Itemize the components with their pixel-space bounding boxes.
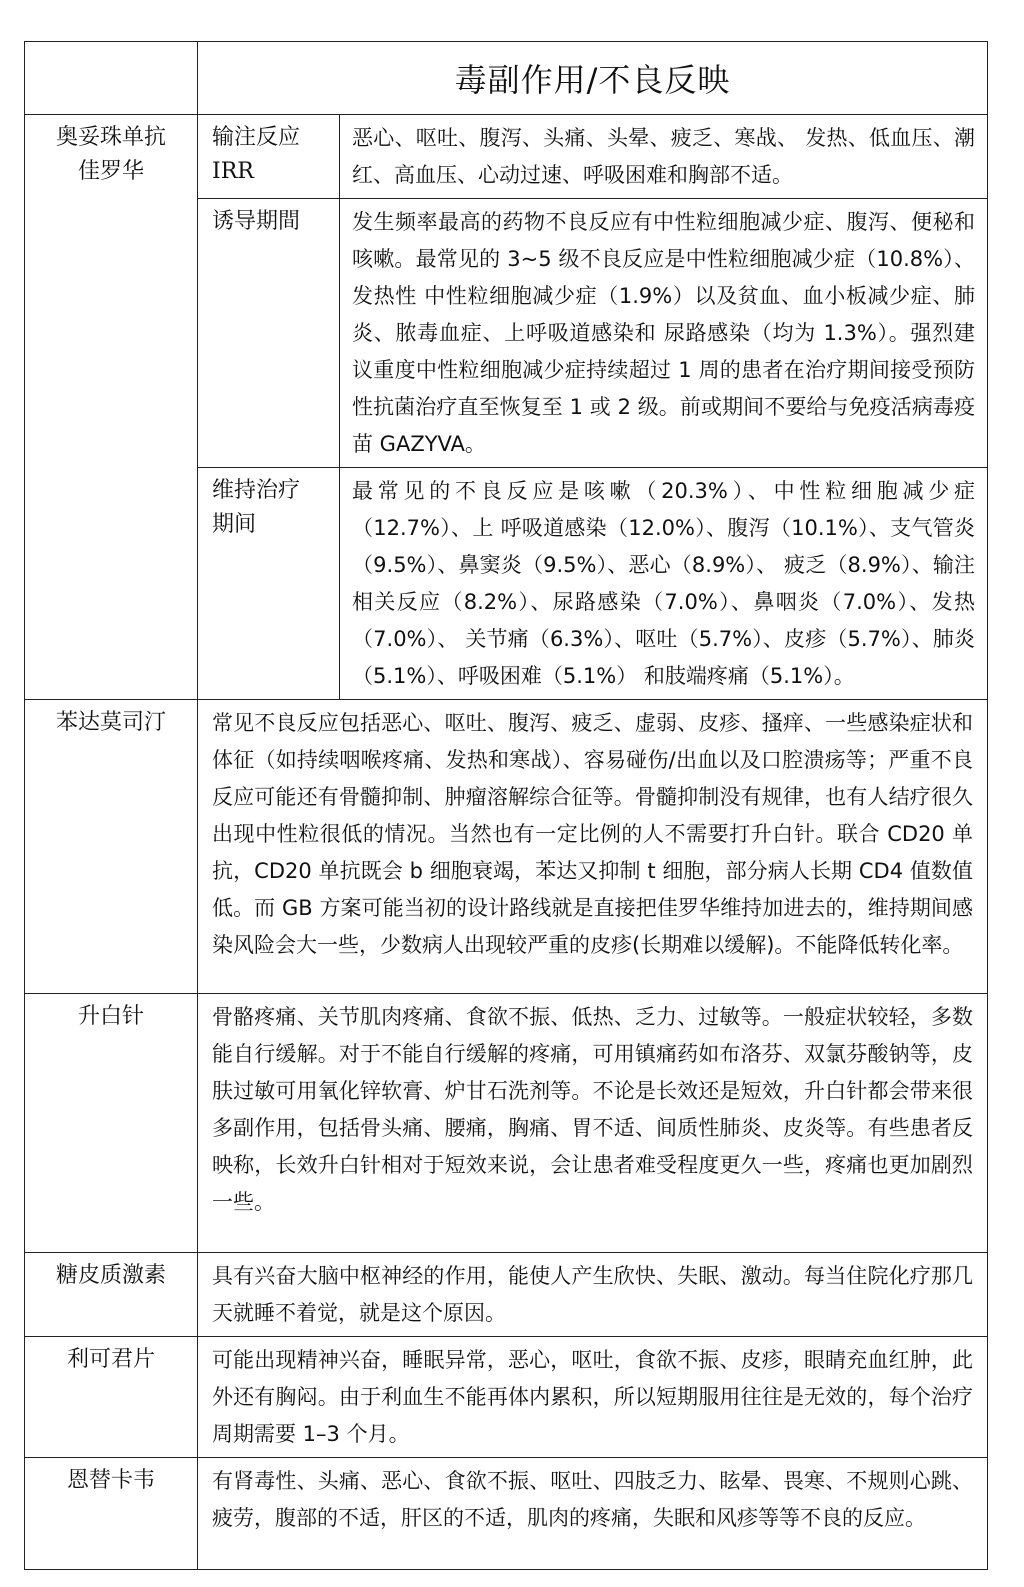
table-row (25, 1458, 988, 1570)
adverse-reactions-table (24, 41, 988, 1570)
drug-name-gcsf: 升白针 (25, 994, 198, 1253)
drug-name-leucogen: 利可君片 (25, 1337, 198, 1458)
table-header-title: 毒副作用/不良反映 (198, 42, 988, 115)
drug-text-glucocorticoid: 具有兴奋大脑中枢神经的作用，能使人产生欣快、失眠、激动。每当住院化疗那几天就睡不着觉，就是这个原因。 (198, 1253, 988, 1337)
phase-label-line: 输注反应 (212, 125, 301, 150)
table-row (25, 1337, 988, 1458)
drug-text-entecavir: 有肾毒性、头痛、恶心、食欲不振、呕吐、四肢乏力、眩晕、畏寒、不规则心跳、疲劳，腹部的不适，肝区的不适，肌肉的疼痛，失眠和风疹等等不良的反应。 (198, 1458, 988, 1570)
drug-name-obinutuzumab (25, 115, 198, 700)
header-empty-cell (25, 42, 198, 115)
drug-name-line: 奥妥珠单抗 (55, 125, 166, 150)
drug-name-line: 佳罗华 (77, 159, 144, 184)
phase-label-induction (198, 199, 340, 468)
drug-name-bendamustine: 苯达莫司汀 (25, 700, 198, 994)
phase-text-induction: 发生频率最高的药物不良反应有中性粒细胞减少症、腹泻、便秘和咳嗽。最常见的 3~5 级不良反应是中性粒细胞减少症（10.8%）、发热性 中性粒细胞减少症（1.9%）以及贫血、血小板减少症、肺炎、脓毒血症、上呼吸道感染和 尿路感染（均为 1.3%）。强烈建议重度中性粒细胞减少症持续超过 1 周的患者在治疗期间接受预防性抗菌治疗直至恢复至 1 或 2 级。前或期间不要给与免疫活病毒疫苗 GAZYVA。 (340, 199, 988, 468)
drug-text-gcsf: 骨骼疼痛、关节肌肉疼痛、食欲不振、低热、乏力、过敏等。一般症状较轻，多数能自行缓解。对于不能自行缓解的疼痛，可用镇痛药如布洛芬、双氯芬酸钠等，皮肤过敏可用氧化锌软膏、炉甘石洗剂等。不论是长效还是短效，升白针都会带来很多副作用，包括骨头痛、腰痛，胸痛、胃不适、间质性肺炎、皮炎等。有些患者反映称，长效升白针相对于短效来说，会让患者难受程度更久一些，疼痛也更加剧烈一些。 (198, 994, 988, 1253)
table-row (25, 115, 988, 199)
phase-text-irr: 恶心、呕吐、腹泻、头痛、头晕、疲乏、寒战、 发热、低血压、潮红、高血压、心动过速、呼吸困难和胸部不适。 (340, 115, 988, 199)
adverse-reactions-document (24, 41, 988, 1570)
drug-name-glucocorticoid: 糖皮质激素 (25, 1253, 198, 1337)
phase-label-line: 维持治疗 (212, 478, 301, 503)
phase-label-line: 期间 (212, 512, 257, 537)
phase-text-maintenance: 最常见的不良反应是咳嗽（20.3%）、中性粒细胞减少症（12.7%）、上 呼吸道感染（12.0%）、腹泻（10.1%）、支气管炎（9.5%）、鼻窦炎（9.5%）、恶心（8.9%）、 疲乏（8.9%）、输注相关反应（8.2%）、尿路感染（7.0%）、鼻咽炎（7.0%）、发热（7.0%）、 关节痛（6.3%）、呕吐（5.7%）、皮疹（5.7%）、肺炎（5.1%）、呼吸困难（5.1%） 和肢端疼痛（5.1%）。 (340, 468, 988, 700)
table-row (25, 994, 988, 1253)
phase-label-line: IRR (212, 159, 254, 184)
drug-name-entecavir: 恩替卡韦 (25, 1458, 198, 1570)
table-row (25, 700, 988, 994)
table-row (25, 1253, 988, 1337)
drug-text-bendamustine: 常见不良反应包括恶心、呕吐、腹泻、疲乏、虚弱、皮疹、搔痒、一些感染症状和体征（如持续咽喉疼痛、发热和寒战）、容易碰伤/出血以及口腔溃疡等；严重不良反应可能还有骨髓抑制、肿瘤溶解综合征等。骨髓抑制没有规律，也有人结疗很久出现中性粒很低的情况。当然也有一定比例的人不需要打升白针。联合 CD20 单抗，CD20 单抗既会 b 细胞衰竭，苯达又抑制 t 细胞，部分病人长期 CD4 值数值低。而 GB 方案可能当初的设计路线就是直接把佳罗华维持加进去的，维持期间感染风险会大一些，少数病人出现较严重的皮疹(长期难以缓解)。不能降低转化率。 (198, 700, 988, 994)
table-header-row (25, 42, 988, 115)
drug-text-leucogen: 可能出现精神兴奋，睡眠异常，恶心，呕吐，食欲不振、皮疹，眼睛充血红肿，此外还有胸闷。由于利血生不能再体内累积，所以短期服用往往是无效的，每个治疗周期需要 1–3 个月。 (198, 1337, 988, 1458)
phase-label-line: 诱导期間 (212, 209, 301, 234)
phase-label-maintenance (198, 468, 340, 700)
phase-label-irr (198, 115, 340, 199)
